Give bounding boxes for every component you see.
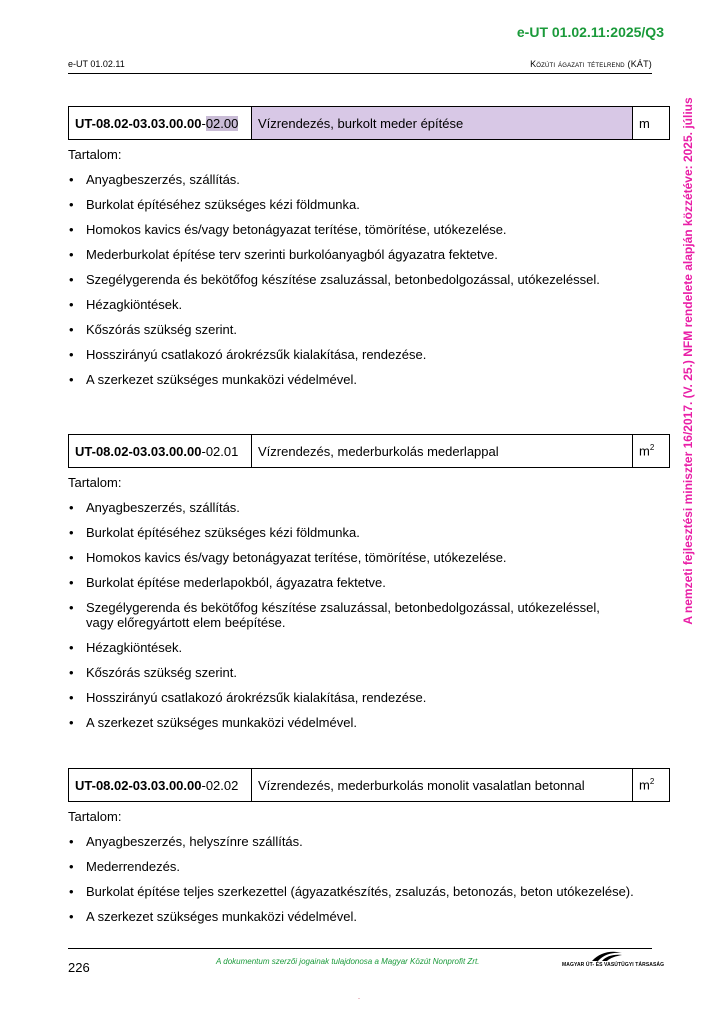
header-left: e-UT 01.02.11 — [68, 59, 125, 69]
bullet-icon: • — [69, 859, 74, 874]
bullet-icon: • — [69, 665, 74, 680]
list-item: • Szegélygerenda és bekötőfog készítése zsaluzással, betonbedolgozással, utókezeléssel. — [69, 272, 600, 287]
document-code: e-UT 01.02.11:2025/Q3 — [516, 24, 664, 40]
list-item: • Kőszórás szükség szerint. — [69, 665, 238, 680]
item-code-cell — [69, 435, 252, 468]
item-section — [68, 434, 670, 730]
footer-divider — [68, 948, 652, 949]
content-label: Tartalom: — [68, 475, 122, 490]
item-code-table — [68, 768, 670, 802]
item-code-dash: - — [201, 443, 206, 459]
list-item: • Burkolat építéséhez szükséges kézi földmunka. — [69, 525, 360, 540]
list-item: • Hosszirányú csatlakozó árokrézsűk kialakítása, rendezése. — [69, 690, 427, 705]
list-item: • Kőszórás szükség szerint. — [69, 322, 238, 337]
list-item: • Szegélygerenda és bekötőfog készítése zsaluzással, betonbedolgozással, utókezeléssel, vagy előregyártott elem beépítése. — [69, 600, 600, 630]
item-code-dash: - — [201, 115, 206, 131]
item-title: Vízrendezés, mederburkolás monolit vasalatlan betonnal — [252, 769, 633, 802]
item-code-base: UT-08.02-03.03.00.00 — [75, 777, 202, 793]
unit-base: m — [639, 115, 650, 131]
list-item: • Hosszirányú csatlakozó árokrézsűk kialakítása, rendezése. — [69, 347, 427, 362]
side-note-text: A nemzeti fejlesztési miniszter 16/2017. (V. 25.) NFM rendelete alapján közzétéve: 2025. július — [681, 97, 695, 625]
bullet-icon: • — [69, 575, 74, 590]
bullet-icon: • — [69, 884, 74, 899]
unit-exponent: 2 — [649, 777, 655, 787]
bullet-icon: • — [69, 272, 74, 287]
content-label: Tartalom: — [68, 147, 122, 162]
content-list — [68, 500, 670, 730]
unit-base: m — [639, 443, 650, 459]
item-code-cell — [69, 769, 252, 802]
bullet-icon: • — [69, 247, 74, 262]
bullet-icon: • — [69, 297, 74, 312]
item-code-base: UT-08.02-03.03.00.00 — [75, 443, 202, 459]
bullet-icon: • — [69, 550, 74, 565]
side-publication-note — [682, 96, 694, 626]
society-logo — [562, 950, 665, 970]
item-unit — [633, 107, 670, 140]
bullet-icon: • — [69, 909, 74, 924]
header-right: Közúti ágazati tételrend (KÁT) — [530, 59, 652, 69]
bullet-icon: • — [69, 834, 74, 849]
unit-exponent: 2 — [649, 443, 655, 453]
bullet-icon: • — [69, 322, 74, 337]
logo-text: MAGYAR ÚT- ÉS VASÚTÜGYI TÁRSASÁG — [562, 962, 665, 968]
item-code-suffix: 02.00 — [205, 115, 239, 131]
page-header — [68, 59, 652, 74]
bullet-icon: • — [69, 197, 74, 212]
list-item: • A szerkezet szükséges munkaközi védelmével. — [69, 715, 357, 730]
list-item: • Hézagkiöntések. — [69, 297, 183, 312]
list-item: • Homokos kavics és/vagy betonágyazat terítése, tömörítése, utókezelése. — [69, 550, 507, 565]
item-unit — [633, 435, 670, 468]
bullet-icon: • — [69, 372, 74, 387]
unit-base: m — [639, 777, 650, 793]
item-code-dash: - — [201, 777, 206, 793]
list-item: • Burkolat építéséhez szükséges kézi földmunka. — [69, 197, 360, 212]
bullet-icon: • — [69, 222, 74, 237]
content-list — [68, 172, 670, 387]
bullet-icon: • — [69, 172, 74, 187]
bullet-icon: • — [69, 640, 74, 655]
list-item: • Homokos kavics és/vagy betonágyazat terítése, tömörítése, utókezelése. — [69, 222, 507, 237]
item-code-table — [68, 434, 670, 468]
list-item: • Anyagbeszerzés, helyszínre szállítás. — [69, 834, 303, 849]
item-unit — [633, 769, 670, 802]
list-item: • Anyagbeszerzés, szállítás. — [69, 500, 240, 515]
list-item: • Mederrendezés. — [69, 859, 180, 874]
list-item: • Hézagkiöntések. — [69, 640, 183, 655]
list-item: • Mederburkolat építése terv szerinti burkolóanyagból ágyazatra fektetve. — [69, 247, 498, 262]
bullet-icon: • — [69, 525, 74, 540]
item-title: Vízrendezés, mederburkolás mederlappal — [252, 435, 633, 468]
item-section — [68, 106, 670, 387]
item-code-base: UT-08.02-03.03.00.00 — [75, 115, 202, 131]
road-swoosh-icon — [590, 950, 624, 962]
item-code-suffix: 02.01 — [205, 443, 239, 459]
list-item: • A szerkezet szükséges munkaközi védelmével. — [69, 909, 357, 924]
list-item: • A szerkezet szükséges munkaközi védelmével. — [69, 372, 357, 387]
bullet-icon: • — [69, 690, 74, 705]
content-label: Tartalom: — [68, 809, 122, 824]
bullet-icon: • — [69, 500, 74, 515]
list-item: • Burkolat építése mederlapokból, ágyazatra fektetve. — [69, 575, 386, 590]
bullet-icon: • — [69, 600, 74, 615]
copyright-note: A dokumentum szerzői jogainak tulajdonosa a Magyar Közút Nonprofit Zrt. — [216, 957, 480, 966]
item-section — [68, 768, 670, 924]
page-number: 226 — [68, 960, 90, 975]
content-list — [68, 834, 670, 924]
list-item: • Anyagbeszerzés, szállítás. — [69, 172, 240, 187]
item-code-suffix: 02.02 — [205, 777, 239, 793]
item-title: Vízrendezés, burkolt meder építése — [252, 107, 633, 140]
item-code-cell — [69, 107, 252, 140]
bullet-icon: • — [69, 715, 74, 730]
scan-mark: - — [358, 996, 360, 1002]
item-code-table — [68, 106, 670, 140]
list-item: • Burkolat építése teljes szerkezettel (ágyazatkészítés, zsaluzás, betonozás, beton utókezelése). — [69, 884, 634, 899]
bullet-icon: • — [69, 347, 74, 362]
